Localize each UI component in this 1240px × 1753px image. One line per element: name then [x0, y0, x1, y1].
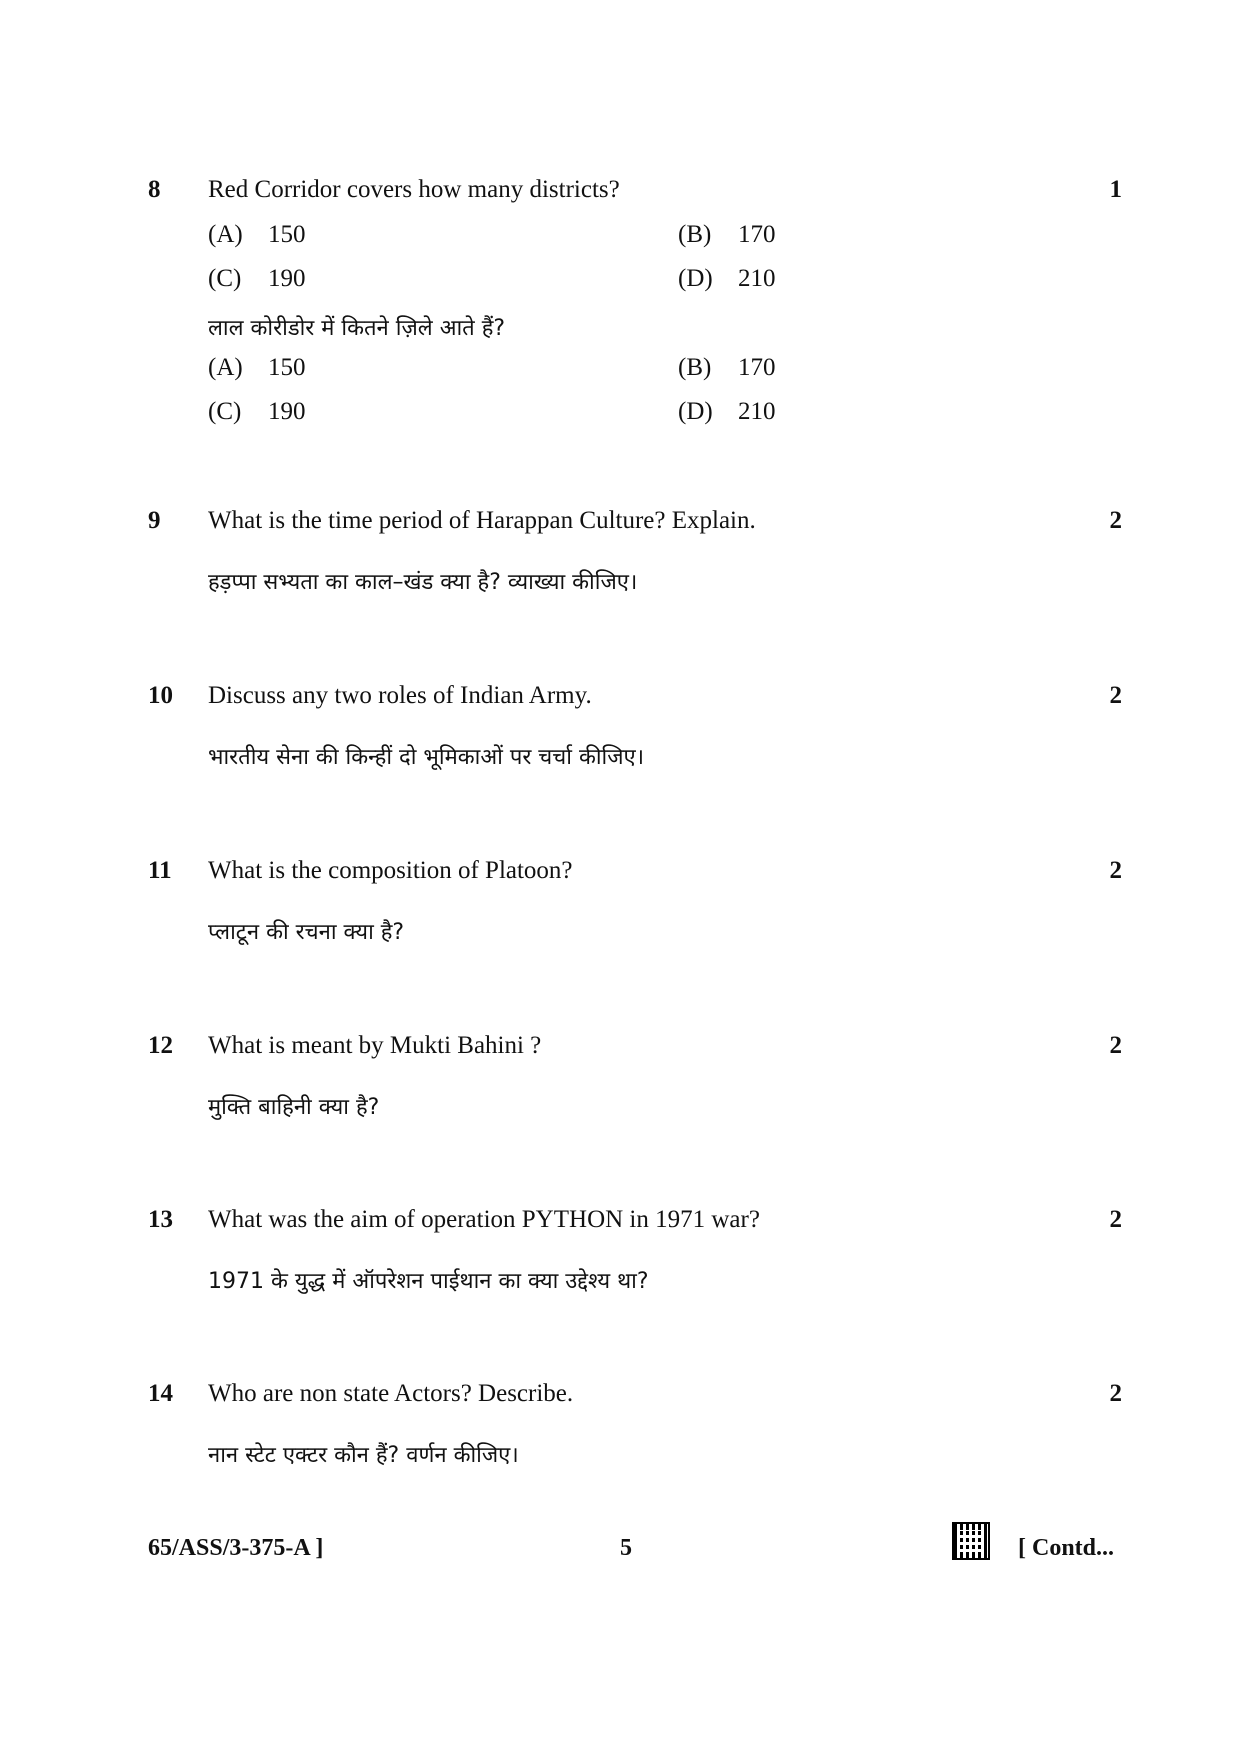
option-b-hindi: (B) 170 — [678, 354, 776, 381]
contd-label: [ Contd... — [1018, 1535, 1115, 1561]
page-number: 5 — [620, 1535, 632, 1561]
question-text-hindi: हड़प्पा सभ्यता का काल–खंड क्या है? व्याख्या कीजिए। — [208, 570, 638, 595]
question-text-hindi: नान स्टेट एक्टर कौन हैं? वर्णन कीजिए। — [208, 1443, 519, 1468]
question-number: 12 — [148, 1032, 173, 1059]
question-text: Red Corridor covers how many districts? — [208, 176, 620, 203]
question-number: 14 — [148, 1380, 173, 1407]
question-number: 11 — [148, 857, 172, 884]
question-marks: 2 — [1109, 1032, 1122, 1059]
question-number: 10 — [148, 682, 173, 709]
option-b: (B) 170 — [678, 221, 776, 248]
question-marks: 2 — [1109, 1380, 1122, 1407]
option-d: (D) 210 — [678, 265, 776, 292]
question-text: Discuss any two roles of Indian Army. — [208, 682, 592, 709]
question-text-hindi: 1971 के युद्ध में ऑपरेशन पाईथान का क्या उद्देश्य था? — [208, 1269, 649, 1294]
question-text: What is meant by Mukti Bahini ? — [208, 1032, 542, 1059]
question-text: What is the composition of Platoon? — [208, 857, 573, 884]
option-a-hindi: (A) 150 — [208, 354, 306, 381]
question-text-hindi: मुक्ति बाहिनी क्या है? — [208, 1095, 380, 1120]
question-text: Who are non state Actors? Describe. — [208, 1380, 574, 1407]
question-text: What was the aim of operation PYTHON in 1971 war? — [208, 1206, 760, 1233]
question-marks: 2 — [1109, 857, 1122, 884]
question-text-hindi: लाल कोरीडोर में कितने ज़िले आते हैं? — [208, 316, 506, 341]
question-marks: 1 — [1109, 176, 1122, 203]
question-marks: 2 — [1109, 507, 1122, 534]
question-text-hindi: भारतीय सेना की किन्हीं दो भूमिकाओं पर चर्चा कीजिए। — [208, 745, 645, 770]
option-a: (A) 150 — [208, 221, 306, 248]
question-number: 13 — [148, 1206, 173, 1233]
question-number: 9 — [148, 507, 161, 534]
qr-code-icon — [952, 1522, 990, 1560]
option-d-hindi: (D) 210 — [678, 398, 776, 425]
paper-code: 65/ASS/3-375-A ] — [148, 1535, 324, 1561]
option-c: (C) 190 — [208, 265, 306, 292]
question-marks: 2 — [1109, 1206, 1122, 1233]
question-text: What is the time period of Harappan Culture? Explain. — [208, 507, 756, 534]
question-marks: 2 — [1109, 682, 1122, 709]
option-c-hindi: (C) 190 — [208, 398, 306, 425]
question-text-hindi: प्लाटून की रचना क्या है? — [208, 920, 405, 945]
question-number: 8 — [148, 176, 161, 203]
